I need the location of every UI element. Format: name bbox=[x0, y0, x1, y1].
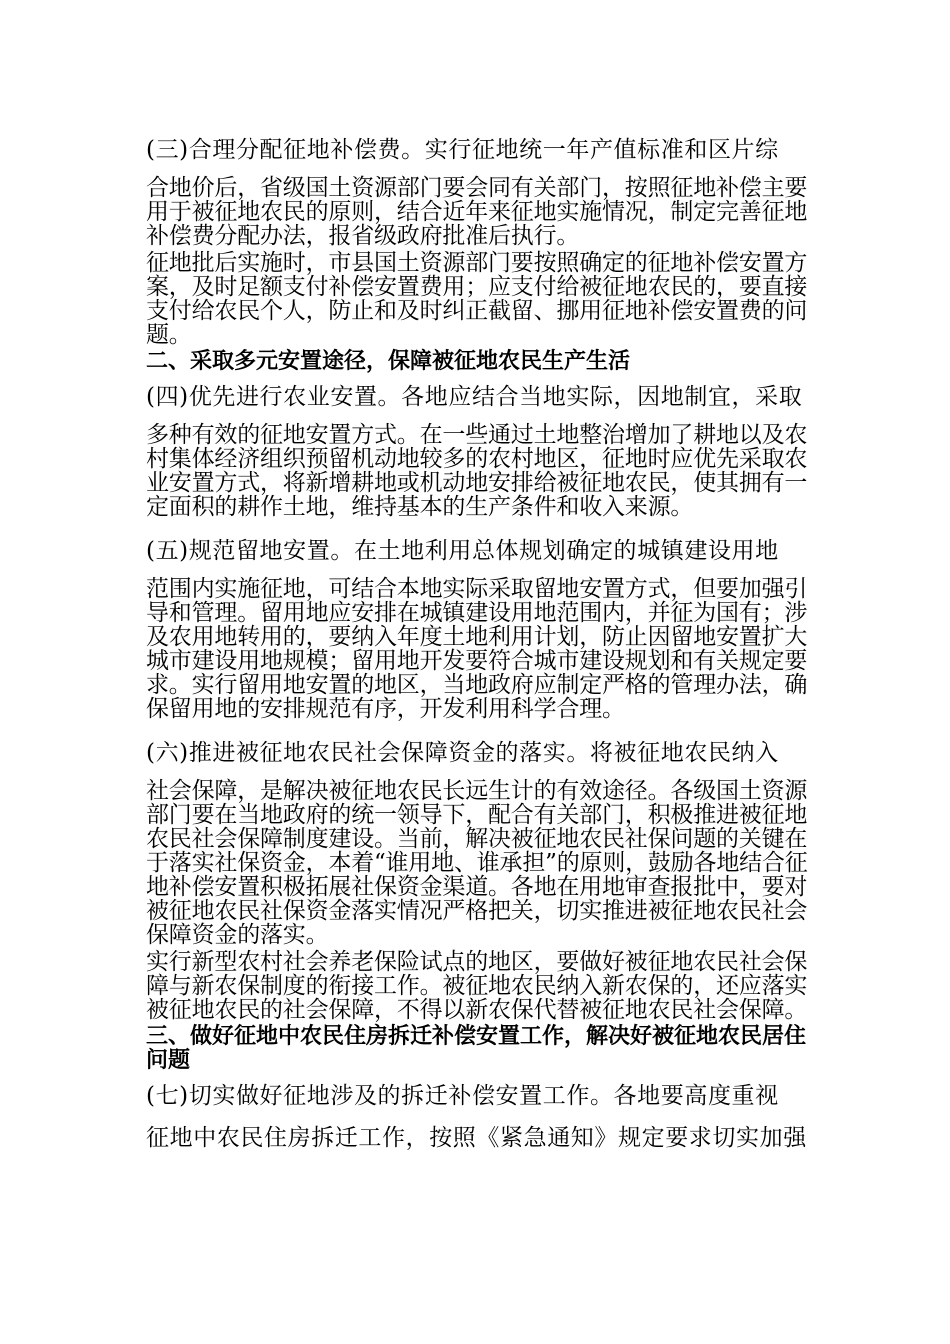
paragraph-body: 社会保障，是解决被征地农民长远生计的有效途径。各级国土资源部门要在当地政府的统一领导下，配合有关部门，积极推进被征地农民社会保障制度建设。当前，解决被征地农民社保问题的关键在于落实社保资金，本着“谁用地、谁承担”的原则，鼓励各地结合征地补偿安置积极拓展社保资金渠道。各地在用地审查报批中，要对被征地农民社保资金落实情况严格把关，切实推进被征地农民社会保障资金的落实。 bbox=[146, 778, 808, 948]
paragraph-lead-6: (六)推进被征地农民社会保障资金的落实。将被征地农民纳入 bbox=[146, 740, 779, 766]
paragraph-lead-5: (五)规范留地安置。在土地利用总体规划确定的城镇建设用地 bbox=[146, 538, 779, 564]
paragraph-body: 实行新型农村社会养老保险试点的地区，要做好被征地农民社会保障与新农保制度的衔接工作。被征地农民纳入新农保的，还应落实被征地农民的社会保障，不得以新农保代替被征地农民社会保障。 bbox=[146, 949, 808, 1023]
paragraph-continued: 征地中农民住房拆迁工作，按照《紧急通知》规定要求切实加强 bbox=[146, 1125, 807, 1151]
paragraph-lead-3: (三)合理分配征地补偿费。实行征地统一年产值标准和区片综 bbox=[146, 137, 779, 163]
paragraph-body: 范围内实施征地，可结合本地实际采取留地安置方式，但要加强引导和管理。留用地应安排在城镇建设用地范围内，并征为国有；涉及农用地转用的，要纳入年度土地利用计划，防止因留地安置扩大城市建设用地规模；留用地开发要符合城市建设规划和有关规定要求。实行留用地安置的地区，当地政府应制定严格的管理办法，确保留用地的安排规范有序，开发利用科学合理。 bbox=[146, 576, 808, 722]
paragraph-lead-7: (七)切实做好征地涉及的拆迁补偿安置工作。各地要高度重视 bbox=[146, 1083, 779, 1109]
section-heading-2: 二、采取多元安置途径，保障被征地农民生产生活 bbox=[146, 349, 631, 374]
paragraph-body: 征地批后实施时，市县国土资源部门要按照确定的征地补偿安置方案，及时足额支付补偿安置费用；应支付给被征地农民的，要直接支付给农民个人，防止和及时纠正截留、挪用征地补偿安置费的问题。 bbox=[146, 250, 808, 348]
paragraph-lead-4: (四)优先进行农业安置。各地应结合当地实际，因地制宜，采取 bbox=[146, 384, 803, 410]
section-heading-3: 三、做好征地中农民住房拆迁补偿安置工作，解决好被征地农民居住问题 bbox=[146, 1024, 807, 1073]
paragraph-body: 多种有效的征地安置方式。在一些通过土地整治增加了耕地以及农村集体经济组织预留机动地较多的农村地区，征地时应优先采取农业安置方式，将新增耕地或机动地安排给被征地农民，使其拥有一定面积的耕作土地，维持基本的生产条件和收入来源。 bbox=[146, 422, 808, 520]
paragraph-body: 合地价后，省级国土资源部门要会同有关部门，按照征地补偿主要用于被征地农民的原则，结合近年来征地实施情况，制定完善征地补偿费分配办法，报省级政府批准后执行。 bbox=[146, 175, 808, 249]
document-body bbox=[146, 134, 814, 1164]
